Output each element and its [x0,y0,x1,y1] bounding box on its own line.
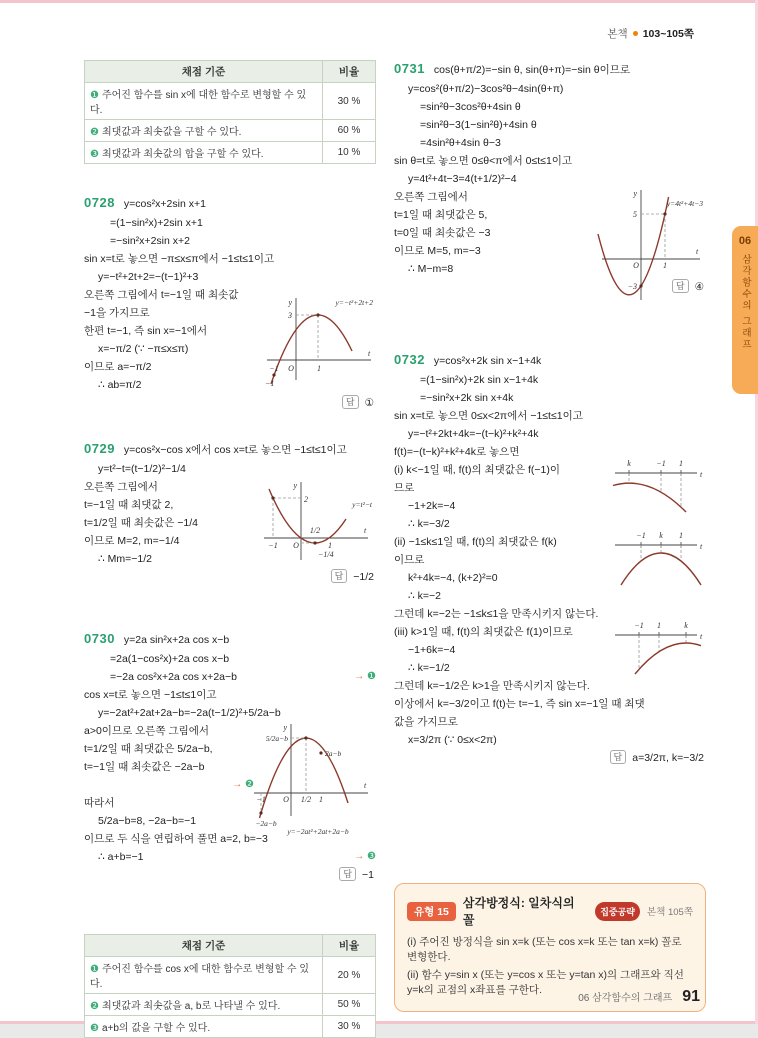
vertex-point [304,736,307,739]
curve-label: y=t²−t [352,500,372,509]
criterion-ratio: 50 % [323,994,376,1016]
bullet-icon [633,31,638,36]
graph-0732-case2 [611,527,706,589]
solution-line [394,242,596,260]
solution-line [84,496,254,514]
problem-number: 0730 [84,631,115,646]
page-edge-top [0,0,758,3]
curve-label: y=4t²+4t−3 [666,199,703,208]
solution-line [84,358,254,376]
problem-number: 0731 [394,61,425,76]
tick-k: k [684,621,688,630]
solution-text: 이므로 a=−π/2 [84,361,152,373]
parabola-curve [621,553,701,585]
solution-text: =2a(1−cos²x)+2a cos x−b [110,653,230,665]
min-value-label: −3 [627,282,637,291]
solution-line [84,514,254,532]
tick-k: k [627,459,631,468]
solution-text: k²+4k=−4, (k+2)²=0 [408,572,498,584]
solution-text: t=0일 때 최솟값은 −3 [394,227,491,239]
solution-text: 그런데 k=−1/2은 k>1을 만족시키지 않는다. [394,680,590,692]
solution-text: 오른쪽 그림에서 t=−1일 때 최솟값 [84,289,239,301]
solution-text: −1+6k=−4 [408,644,456,656]
method-step: (ii) 함수 y=sin x (또는 y=cos x 또는 y=tan x)의 그래프와 직선 y=k의 교점의 x좌표를 구한다. [407,969,684,996]
problem-0730 [84,630,376,884]
solution-text: =(1−sin²x)+2sin x+1 [110,217,203,229]
solution-first-line: y=cos²x+2sin x+1 [123,198,206,210]
solution-text: f(t)=−(t−k)²+k²+4k로 놓으면 [394,446,520,458]
chapter-title-vertical: 삼각함수의 그래프 [740,254,751,351]
tick-minus1: −1 [269,364,279,373]
solution-text: −1+2k=−4 [408,500,456,512]
max-value-label: 3 [288,311,292,320]
solution-text: 오른쪽 그림에서 [84,481,158,493]
solution-text: y=−t²+2t+2=−(t−1)²+3 [98,271,199,283]
criterion-text: ❷ 최댓값과 최솟값을 구할 수 있다. [85,120,323,142]
solution-line [394,407,706,425]
solution-first-line: y=cos²x−cos x에서 cos x=t로 놓으면 −1≤t≤1이고 [123,444,347,456]
book-reference: 본책 105쪽 [646,907,693,918]
max-point [271,496,274,499]
answer-label: 답 [342,395,359,409]
problem-head [84,440,376,459]
rubric-header-row [85,935,376,957]
solution-text: (i) k<−1일 때, f(t)의 최댓값은 f(−1)이 [394,464,561,476]
origin-label: O [293,541,299,550]
answer-line [84,568,376,586]
solution-line [394,569,610,587]
answer-value: −1 [362,869,374,881]
solution-text: =(1−sin²x)+2k sin x−1+4k [420,374,539,386]
max-value-label: 5 [633,210,637,219]
y-axis-label: y [633,189,637,198]
graph-0729 [256,476,376,568]
solution-line [394,371,706,389]
solution-line [394,389,706,407]
solution-line [394,479,596,497]
answer-value: a=3/2π, k=−3/2 [632,752,704,764]
solution-text: y=−t²+2kt+4k=−(t−k)²+k²+4k [408,428,539,440]
header-page-reference [607,26,694,41]
rubric-row [85,142,376,164]
tick-1: 1 [319,795,323,804]
solution-line [84,668,376,686]
solution-text: 값을 가지므로 [394,716,458,728]
solution-text: cos x=t로 놓으면 −1≤t≤1이고 [84,689,217,701]
tick-minus1: −1 [656,459,666,468]
solution-line [394,587,610,605]
method-step: (i) 주어진 방정식을 sin x=k (또는 cos x=k 또는 tan x=k) 꼴로 변형한다. [407,936,682,963]
solution-line [394,98,706,116]
origin-label: O [283,795,289,804]
solution-text: 한편 t=−1, 즉 sin x=−1에서 [84,325,208,337]
criterion-number: ❶ [90,90,99,101]
solution-line [84,322,254,340]
intercept-label: 2a−b [325,749,342,758]
origin-label: O [288,364,294,373]
solution-text: sin x=t로 놓으면 0≤x<2π에서 −1≤t≤1이고 [394,410,583,422]
solution-text: y=t²−t=(t−1/2)²−1/4 [98,463,186,475]
solution-line [394,461,596,479]
problem-0732 [394,351,706,767]
solution-line [84,776,254,794]
max-value-label: 2 [304,495,308,504]
rubric-row [85,83,376,120]
problem-head [394,351,706,370]
tick-minus1: −1 [256,795,266,804]
t-axis-label: t [364,526,367,535]
min-value-label: −2a−b [255,819,277,828]
step-mark: → ❷ [232,779,254,790]
criterion-ratio: 30 % [323,83,376,120]
solution-text: t=1일 때 최댓값은 5, [394,209,488,221]
right-column [394,60,706,1012]
origin-label: O [633,261,639,270]
solution-text: sin x=t로 놓으면 −π≤x≤π에서 −1≤t≤1이고 [84,253,275,265]
t-axis-label: t [700,632,703,641]
solution-line [84,340,268,358]
solution-text: 이므로 M=2, m=−1/4 [84,535,180,547]
max-point [663,212,666,215]
graph-0732-case1 [611,455,706,517]
solution-line [84,848,376,866]
solution-text: 오른쪽 그림에서 [394,191,468,203]
solution-line [394,659,610,677]
solution-line [84,250,376,268]
criterion-ratio: 10 % [323,142,376,164]
solution-line [84,214,376,232]
solution-text: y=cos²(θ+π/2)−3cos²θ−4sin(θ+π) [408,83,564,95]
answer-label: 답 [331,569,348,583]
solution-line [394,224,596,242]
solution-line [84,286,254,304]
solution-text: y=−2at²+2at+2a−b=−2a(t−1/2)²+5/2a−b [98,707,281,719]
answer-value: ① [364,397,374,409]
solution-text: t=1/2일 때 최댓값은 5/2a−b, [84,743,213,755]
rubric-header-row [85,61,376,83]
problem-0728 [84,194,376,412]
solution-line [84,740,254,758]
criterion-number: ❷ [90,1001,99,1012]
solution-text: x=3/2π (∵ 0≤x<2π) [408,734,497,746]
curve-label: y=−t²+2t+2 [335,298,373,307]
answer-label: 답 [610,750,627,764]
graph-0730 [246,718,376,836]
page-range: 103~105쪽 [642,28,694,40]
solution-text: =sin²θ−3cos²θ+4sin θ [420,101,521,113]
focus-tag: 집중공략 [595,902,640,921]
problem-number: 0729 [84,441,115,456]
answer-line [84,866,376,884]
rubric-title: 채점 기준 [85,935,323,957]
curve-label: y=−2at²+2at+2a−b [287,827,349,836]
criterion-number: ❸ [90,1023,99,1034]
solution-first-line: y=2a sin²x+2a cos x−b [123,634,230,646]
problem-head [84,630,376,649]
criterion-text: ❸ a+b의 값을 구할 수 있다. [85,1016,323,1038]
solution-line [394,116,706,134]
solution-text: ∴ a+b=−1 [98,851,144,863]
solution-text: 이므로 [394,554,425,566]
parabola-curve [271,315,352,384]
solution-line [394,641,610,659]
solution-text: −1을 가지므로 [84,307,150,319]
solution-line [394,623,596,641]
answer-value: −1/2 [353,571,374,583]
solution-line [394,80,706,98]
solution-text: (ii) −1≤k≤1일 때, f(t)의 최댓값은 f(k) [394,536,557,548]
solution-line [394,695,706,713]
solution-line [84,532,254,550]
page-footer [578,988,700,1006]
solution-text: a>0이므로 오른쪽 그림에서 [84,725,210,737]
solution-line [84,758,254,776]
tick-1: 1 [328,541,332,550]
solution-first-line: cos(θ+π/2)=−sin θ, sin(θ+π)=−sin θ이므로 [433,64,631,76]
tick-1: 1 [679,531,683,540]
criterion-number: ❷ [90,127,99,138]
tick-minus1: −1 [268,541,278,550]
t-axis-label: t [696,247,699,256]
problem-number: 0728 [84,195,115,210]
solution-line [394,206,596,224]
solution-line [394,533,596,551]
solution-text: ∴ ab=π/2 [98,379,142,391]
solution-text: =−sin²x+2sin x+2 [110,235,190,247]
vertex-point [316,313,319,316]
solution-text: 이므로 M=5, m=−3 [394,245,481,257]
step-mark: → ❶ [354,671,376,682]
criterion-number: ❸ [90,149,99,160]
solution-line [84,794,254,812]
criterion-ratio: 30 % [323,1016,376,1038]
solution-text: (iii) k>1일 때, f(t)의 최댓값은 f(1)이므로 [394,626,573,638]
solution-text: ∴ k=−1/2 [408,662,450,674]
solution-text: t=−1일 때 최댓값 2, [84,499,174,511]
chapter-number: 06 [738,235,752,247]
tick-half: 1/2 [309,526,321,535]
problem-0731 [394,60,706,315]
problem-0729 [84,440,376,586]
solution-text: ∴ Mm=−1/2 [98,553,152,565]
solution-text: y=4t²+4t−3=4(t+1/2)²−4 [408,173,517,185]
solution-text: =−sin²x+2k sin x+4k [420,392,514,404]
rubric-row [85,1016,376,1038]
solution-text: =sin²θ−3(1−sin²θ)+4sin θ [420,119,537,131]
solution-line [84,232,376,250]
min-point [272,373,275,376]
answer-label: 답 [339,867,356,881]
min-point [259,811,262,814]
solution-first-line: y=cos²x+2k sin x−1+4k [433,355,542,367]
solution-text: ∴ k=−2 [408,590,441,602]
criterion-text: ❶ 주어진 함수를 sin x에 대한 함수로 변형할 수 있다. [85,83,323,120]
solution-line [84,722,254,740]
min-point [313,541,316,544]
solution-line [394,551,596,569]
solution-line [84,686,376,704]
solution-line [394,713,706,731]
tick-1: 1 [679,459,683,468]
solution-text: sin θ=t로 놓으면 0≤θ<π에서 0≤t≤1이고 [394,155,573,167]
min-value-label: −1 [265,379,275,388]
rubric-row [85,120,376,142]
type-badge: 유형 15 [407,902,456,921]
rubric-row [85,957,376,994]
tick-1: 1 [663,261,667,270]
intercept-point [319,751,322,754]
solution-line [84,268,376,286]
solution-text: x=−π/2 (∵ −π≤x≤π) [98,343,189,355]
graph-0732-case3 [611,617,706,679]
y-axis-label: y [293,481,297,490]
left-column [84,60,376,1038]
criterion-text: ❶ 주어진 함수를 cos x에 대한 함수로 변형할 수 있다. [85,957,323,994]
problem-head [84,194,376,213]
criterion-ratio: 60 % [323,120,376,142]
solution-line [394,677,706,695]
parabola-curve [635,643,701,674]
t-axis-label: t [700,470,703,479]
criterion-text: ❸ 최댓값과 최솟값의 합을 구할 수 있다. [85,142,323,164]
max-value-label: 5/2a−b [265,734,288,743]
criterion-text: ❷ 최댓값과 최솟값을 a, b로 나타낼 수 있다. [85,994,323,1016]
solution-line [394,425,706,443]
solution-line [84,812,268,830]
solution-line [84,478,254,496]
rubric-table-1 [84,60,376,164]
rubric-row [85,994,376,1016]
y-axis-label: y [288,298,292,307]
solution-text: =4sin²θ+4sin θ−3 [420,137,501,149]
solution-line [394,152,706,170]
solution-text: ∴ k=−3/2 [408,518,450,530]
tick-minus1: −1 [636,531,646,540]
problem-head [394,60,706,79]
solution-text: =−2a cos²x+2a cos x+2a−b [110,671,237,683]
tick-k: k [659,531,663,540]
chapter-side-tab [732,226,758,394]
rubric-ratio-header: 비율 [323,935,376,957]
t-axis-label: t [700,542,703,551]
solution-line [394,497,610,515]
graph-0728 [261,292,376,388]
graph-0731 [596,184,706,306]
chapter-title: 06 삼각함수의 그래프 [578,993,673,1004]
solution-line [394,188,596,206]
solution-line [84,650,376,668]
answer-line [84,394,376,412]
rubric-ratio-header: 비율 [323,61,376,83]
tick-half: 1/2 [300,795,312,804]
problem-number: 0732 [394,352,425,367]
solution-line [394,731,706,749]
rubric-title: 채점 기준 [85,61,323,83]
solution-text: 5/2a−b=8, −2a−b=−1 [98,815,197,827]
solution-text: 이므로 두 식을 연립하여 풀면 a=2, b=−3 [84,833,268,845]
solution-text: 이상에서 k=−3/2이고 f(t)는 t=−1, 즉 sin x=−1일 때 최댓 [394,698,645,710]
min-value-label: −1/4 [318,550,334,559]
solution-line [394,134,706,152]
t-axis-label: t [364,781,367,790]
tick-1: 1 [657,621,661,630]
solution-line [394,515,610,533]
page-number: 91 [682,988,700,1005]
parabola-curve [613,483,686,512]
type-box-header [407,894,693,928]
answer-label: 답 [672,279,689,293]
solution-text: ∴ M−m=8 [408,263,454,275]
min-point [639,284,642,287]
tick-1: 1 [317,364,321,373]
tick-minus1: −1 [634,621,644,630]
solution-line [394,260,610,278]
solution-line [84,304,254,322]
y-axis-label: y [283,723,287,732]
solution-text: 따라서 [84,797,115,809]
solution-text: 그런데 k=−2는 −1≤k≤1을 만족시키지 않는다. [394,608,599,620]
solution-text: 므로 [394,482,415,494]
type-title: 삼각방정식: 일차식의 꼴 [462,896,575,927]
solution-text: t=1/2일 때 최솟값은 −1/4 [84,517,198,529]
t-axis-label: t [368,349,371,358]
answer-value: ④ [694,281,704,293]
solution-text: t=−1일 때 최솟값은 −2a−b [84,761,205,773]
book-label: 본책 [607,28,628,40]
criterion-ratio: 20 % [323,957,376,994]
solution-line [84,460,268,478]
criterion-number: ❶ [90,964,99,975]
answer-line [394,749,706,767]
rubric-table-2 [84,934,376,1038]
step-mark: → ❸ [354,851,376,862]
